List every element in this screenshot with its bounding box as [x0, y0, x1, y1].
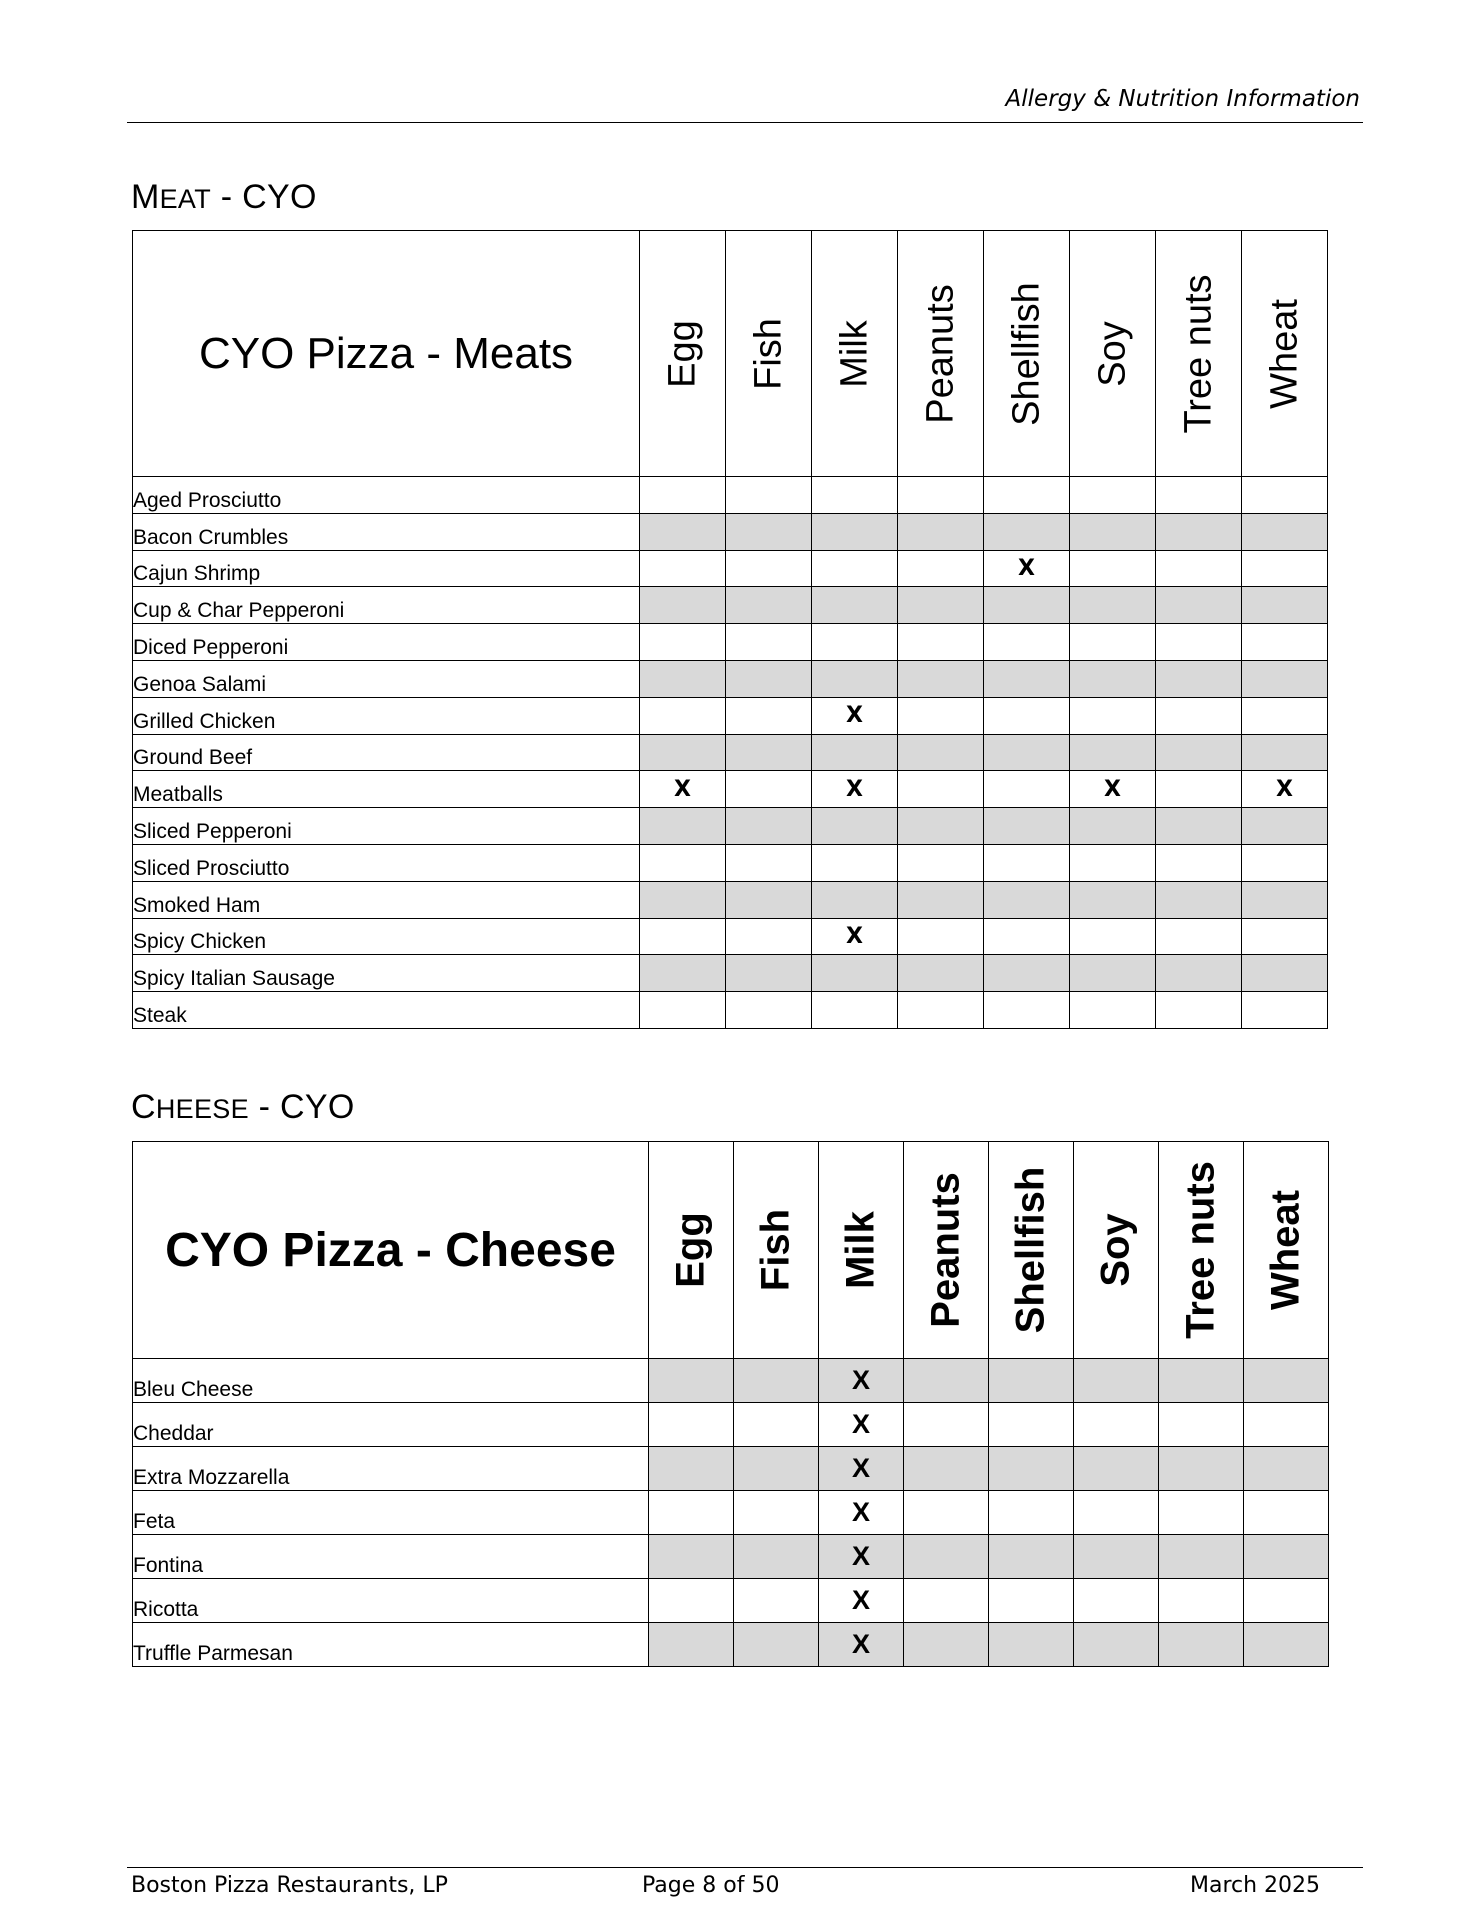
allergen-mark-cell: X [819, 1491, 904, 1535]
allergen-mark-cell [1070, 550, 1156, 587]
allergen-mark-cell [1159, 1623, 1244, 1667]
allergen-mark-cell [1074, 1535, 1159, 1579]
allergen-mark-cell [1242, 697, 1328, 734]
allergen-mark-cell [1244, 1491, 1329, 1535]
allergen-mark-cell [1242, 808, 1328, 845]
cheese-col-shellfish [989, 1142, 1074, 1359]
allergen-mark-cell [1156, 624, 1242, 661]
allergen-mark-cell [640, 697, 726, 734]
item-name-cell: Fontina [133, 1535, 649, 1579]
allergen-mark-cell [1156, 808, 1242, 845]
footer-page-number: Page 8 of 50 [642, 1873, 780, 1898]
allergen-mark-cell [1242, 844, 1328, 881]
meat-col-shellfish-label: Shellfish [1005, 281, 1047, 426]
allergen-mark-cell [1156, 844, 1242, 881]
meat-section-title [131, 178, 317, 217]
allergen-mark-cell [984, 955, 1070, 992]
allergen-mark-cell [1242, 992, 1328, 1029]
allergen-mark-cell [898, 697, 984, 734]
allergen-mark-cell: X [812, 697, 898, 734]
meat-col-wheat [1242, 231, 1328, 477]
allergen-mark-cell [1074, 1403, 1159, 1447]
item-name-cell: Ricotta [133, 1579, 649, 1623]
allergen-mark-cell [734, 1535, 819, 1579]
allergen-mark-cell [898, 660, 984, 697]
allergen-mark-cell: X [819, 1359, 904, 1403]
allergen-mark-cell [904, 1535, 989, 1579]
allergen-mark-cell: X [819, 1403, 904, 1447]
allergen-mark-cell [1242, 955, 1328, 992]
allergen-mark-cell [726, 660, 812, 697]
meat-col-tree-nuts [1156, 231, 1242, 477]
allergen-mark-cell [1156, 918, 1242, 955]
allergen-mark-cell [1074, 1623, 1159, 1667]
allergen-mark-cell [812, 513, 898, 550]
allergen-mark-cell [726, 513, 812, 550]
allergen-mark-cell [1156, 587, 1242, 624]
table-row [133, 844, 1328, 881]
table-row [133, 1447, 1329, 1491]
item-name-cell: Cheddar [133, 1403, 649, 1447]
allergen-mark-cell [1074, 1579, 1159, 1623]
allergen-mark-cell [1242, 477, 1328, 514]
allergen-mark-cell [1156, 660, 1242, 697]
allergen-mark-cell [640, 477, 726, 514]
allergen-mark-cell [898, 955, 984, 992]
allergen-mark-cell [1242, 918, 1328, 955]
allergen-mark-cell: X [1242, 771, 1328, 808]
item-name-cell: Ground Beef [133, 734, 640, 771]
cheese-col-wheat [1244, 1142, 1329, 1359]
allergen-mark-cell [1070, 992, 1156, 1029]
allergen-mark-cell [649, 1491, 734, 1535]
allergen-mark-cell: X [984, 550, 1070, 587]
allergen-mark-cell [1070, 808, 1156, 845]
allergen-mark-cell [1244, 1623, 1329, 1667]
allergen-mark-cell [726, 808, 812, 845]
meat-table-heading: CYO Pizza - Meats [133, 231, 640, 477]
cheese-table-body [133, 1359, 1329, 1667]
allergen-mark-cell [989, 1491, 1074, 1535]
cheese-col-fish-label: Fish [753, 1208, 798, 1292]
allergen-mark-cell [640, 844, 726, 881]
allergen-mark-cell [984, 587, 1070, 624]
table-row [133, 918, 1328, 955]
allergen-mark-cell [898, 844, 984, 881]
allergen-mark-cell [904, 1403, 989, 1447]
table-row [133, 1535, 1329, 1579]
allergen-mark-cell [984, 881, 1070, 918]
allergen-mark-cell [812, 955, 898, 992]
allergen-mark-cell [734, 1623, 819, 1667]
allergen-mark-cell [1070, 844, 1156, 881]
allergen-mark-cell [1074, 1359, 1159, 1403]
allergen-mark-cell [1159, 1447, 1244, 1491]
allergen-mark-cell [812, 624, 898, 661]
allergen-mark-cell: X [819, 1623, 904, 1667]
allergen-mark-cell [640, 918, 726, 955]
meat-table-header-row [133, 231, 1328, 477]
allergen-mark-cell [649, 1403, 734, 1447]
allergen-mark-cell [898, 550, 984, 587]
allergen-mark-cell [726, 697, 812, 734]
item-name-cell: Smoked Ham [133, 881, 640, 918]
allergen-mark-cell [640, 955, 726, 992]
meat-col-soy-label: Soy [1091, 320, 1133, 387]
allergen-mark-cell [726, 881, 812, 918]
item-name-cell: Bacon Crumbles [133, 513, 640, 550]
meat-col-egg-label: Egg [661, 319, 703, 388]
allergen-mark-cell [1159, 1535, 1244, 1579]
meat-title-rest: EAT [159, 184, 212, 214]
allergen-mark-cell [1074, 1491, 1159, 1535]
allergen-mark-cell [904, 1491, 989, 1535]
table-row [133, 808, 1328, 845]
cheese-col-milk-label: Milk [838, 1211, 883, 1289]
allergen-mark-cell [898, 477, 984, 514]
allergen-mark-cell [1244, 1403, 1329, 1447]
cheese-col-fish [734, 1142, 819, 1359]
page-header-title: Allergy & Nutrition Information [1005, 86, 1360, 112]
allergen-mark-cell [812, 734, 898, 771]
allergen-mark-cell [898, 808, 984, 845]
allergen-mark-cell [1159, 1491, 1244, 1535]
table-row [133, 1579, 1329, 1623]
allergen-mark-cell [989, 1579, 1074, 1623]
allergen-mark-cell: X [640, 771, 726, 808]
meat-col-peanuts-label: Peanuts [919, 283, 961, 424]
allergen-mark-cell [726, 771, 812, 808]
allergen-mark-cell [984, 918, 1070, 955]
table-row [133, 513, 1328, 550]
allergen-mark-cell [898, 734, 984, 771]
cheese-section-title [131, 1088, 355, 1127]
allergen-mark-cell [898, 513, 984, 550]
allergen-mark-cell [734, 1359, 819, 1403]
cheese-col-milk [819, 1142, 904, 1359]
allergen-mark-cell [1244, 1359, 1329, 1403]
allergen-mark-cell [812, 477, 898, 514]
allergen-mark-cell [1156, 477, 1242, 514]
allergen-mark-cell [984, 808, 1070, 845]
allergen-mark-cell [904, 1447, 989, 1491]
allergen-mark-cell [1070, 697, 1156, 734]
allergen-mark-cell [984, 844, 1070, 881]
allergen-mark-cell [1159, 1359, 1244, 1403]
allergen-mark-cell [989, 1403, 1074, 1447]
allergen-mark-cell [1156, 697, 1242, 734]
allergen-mark-cell [640, 808, 726, 845]
cheese-col-tree-nuts-label: Tree nuts [1178, 1161, 1223, 1339]
item-name-cell: Steak [133, 992, 640, 1029]
table-row [133, 1491, 1329, 1535]
meat-col-peanuts [898, 231, 984, 477]
meat-col-fish [726, 231, 812, 477]
meat-col-shellfish [984, 231, 1070, 477]
cheese-col-egg-label: Egg [668, 1212, 713, 1288]
allergen-mark-cell [734, 1447, 819, 1491]
allergen-mark-cell: X [812, 771, 898, 808]
table-row [133, 550, 1328, 587]
allergen-mark-cell [1242, 624, 1328, 661]
meat-title-suffix: - CYO [211, 178, 317, 216]
table-row [133, 1403, 1329, 1447]
allergen-mark-cell [984, 477, 1070, 514]
allergen-mark-cell: X [819, 1579, 904, 1623]
allergen-mark-cell [726, 955, 812, 992]
cheese-title-initial: C [131, 1088, 156, 1126]
meat-col-tree-nuts-label: Tree nuts [1177, 273, 1219, 434]
allergen-mark-cell [640, 660, 726, 697]
table-row [133, 734, 1328, 771]
allergen-mark-cell [734, 1403, 819, 1447]
allergen-mark-cell [898, 624, 984, 661]
allergen-mark-cell [1242, 550, 1328, 587]
item-name-cell: Diced Pepperoni [133, 624, 640, 661]
allergen-mark-cell [640, 734, 726, 771]
allergen-mark-cell [1156, 771, 1242, 808]
item-name-cell: Feta [133, 1491, 649, 1535]
item-name-cell: Cajun Shrimp [133, 550, 640, 587]
allergen-mark-cell [734, 1579, 819, 1623]
item-name-cell: Spicy Chicken [133, 918, 640, 955]
table-row [133, 697, 1328, 734]
allergen-mark-cell: X [819, 1535, 904, 1579]
allergen-mark-cell [989, 1359, 1074, 1403]
cheese-col-peanuts [904, 1142, 989, 1359]
allergen-mark-cell: X [819, 1447, 904, 1491]
allergen-mark-cell [1244, 1579, 1329, 1623]
allergen-mark-cell [989, 1623, 1074, 1667]
allergen-mark-cell [1074, 1447, 1159, 1491]
allergen-mark-cell [726, 734, 812, 771]
allergen-mark-cell: X [1070, 771, 1156, 808]
allergen-mark-cell [989, 1447, 1074, 1491]
allergen-mark-cell [1159, 1403, 1244, 1447]
allergen-mark-cell [1070, 624, 1156, 661]
meat-col-milk-label: Milk [833, 319, 875, 388]
footer-divider [127, 1867, 1363, 1868]
header-divider [127, 122, 1363, 123]
allergen-mark-cell [1156, 955, 1242, 992]
item-name-cell: Meatballs [133, 771, 640, 808]
allergen-mark-cell [984, 734, 1070, 771]
allergen-mark-cell [1070, 881, 1156, 918]
table-row [133, 992, 1328, 1029]
table-row [133, 660, 1328, 697]
allergen-mark-cell [904, 1359, 989, 1403]
allergen-mark-cell [812, 992, 898, 1029]
table-row [133, 624, 1328, 661]
cheese-col-peanuts-label: Peanuts [923, 1172, 968, 1328]
allergen-mark-cell [726, 992, 812, 1029]
allergen-mark-cell [898, 771, 984, 808]
item-name-cell: Truffle Parmesan [133, 1623, 649, 1667]
allergen-mark-cell [1070, 477, 1156, 514]
allergen-mark-cell [640, 624, 726, 661]
allergen-mark-cell [898, 918, 984, 955]
meat-col-soy [1070, 231, 1156, 477]
item-name-cell: Sliced Pepperoni [133, 808, 640, 845]
allergen-mark-cell [1156, 550, 1242, 587]
allergen-mark-cell [649, 1535, 734, 1579]
footer-company: Boston Pizza Restaurants, LP [131, 1873, 448, 1898]
allergen-mark-cell [640, 992, 726, 1029]
allergen-mark-cell [989, 1535, 1074, 1579]
item-name-cell: Genoa Salami [133, 660, 640, 697]
allergen-mark-cell [1242, 734, 1328, 771]
meat-title-initial: M [131, 178, 160, 216]
cheese-title-rest: HEESE [155, 1094, 249, 1124]
item-name-cell: Sliced Prosciutto [133, 844, 640, 881]
allergen-mark-cell [904, 1579, 989, 1623]
cheese-allergen-table [132, 1141, 1329, 1667]
allergen-mark-cell [1070, 955, 1156, 992]
cheese-col-egg [649, 1142, 734, 1359]
allergen-mark-cell [812, 587, 898, 624]
allergen-mark-cell [726, 918, 812, 955]
allergen-mark-cell [726, 550, 812, 587]
allergen-mark-cell [640, 881, 726, 918]
allergen-mark-cell [649, 1359, 734, 1403]
allergen-mark-cell [812, 660, 898, 697]
allergen-mark-cell [1070, 587, 1156, 624]
allergen-mark-cell [898, 881, 984, 918]
allergen-mark-cell [1156, 992, 1242, 1029]
allergen-mark-cell [1070, 918, 1156, 955]
allergen-mark-cell [649, 1623, 734, 1667]
meat-col-milk [812, 231, 898, 477]
allergen-mark-cell [1242, 587, 1328, 624]
item-name-cell: Aged Prosciutto [133, 477, 640, 514]
footer-date: March 2025 [1190, 1873, 1321, 1898]
allergen-mark-cell [1242, 881, 1328, 918]
allergen-mark-cell [984, 660, 1070, 697]
allergen-mark-cell [1070, 660, 1156, 697]
allergen-mark-cell [1242, 513, 1328, 550]
allergen-mark-cell [1242, 660, 1328, 697]
item-name-cell: Spicy Italian Sausage [133, 955, 640, 992]
item-name-cell: Cup & Char Pepperoni [133, 587, 640, 624]
allergen-mark-cell [984, 513, 1070, 550]
allergen-mark-cell [1244, 1535, 1329, 1579]
allergen-mark-cell [1244, 1447, 1329, 1491]
table-row [133, 1623, 1329, 1667]
item-name-cell: Extra Mozzarella [133, 1447, 649, 1491]
allergen-mark-cell [726, 624, 812, 661]
allergen-mark-cell [984, 771, 1070, 808]
cheese-col-soy [1074, 1142, 1159, 1359]
allergen-mark-cell [640, 550, 726, 587]
allergen-mark-cell [898, 992, 984, 1029]
cheese-col-wheat-label: Wheat [1263, 1190, 1308, 1310]
allergen-mark-cell [726, 587, 812, 624]
allergen-mark-cell [640, 587, 726, 624]
meat-col-wheat-label: Wheat [1263, 298, 1305, 409]
allergen-mark-cell [812, 881, 898, 918]
meat-table-body [133, 477, 1328, 1029]
allergen-mark-cell [1159, 1579, 1244, 1623]
meat-col-fish-label: Fish [747, 317, 789, 390]
table-row [133, 587, 1328, 624]
table-row [133, 477, 1328, 514]
cheese-col-soy-label: Soy [1093, 1213, 1138, 1287]
allergen-mark-cell [1156, 513, 1242, 550]
allergen-mark-cell [726, 477, 812, 514]
allergen-mark-cell [649, 1447, 734, 1491]
allergen-mark-cell [640, 513, 726, 550]
allergen-mark-cell [812, 550, 898, 587]
allergen-mark-cell [812, 808, 898, 845]
allergen-mark-cell [734, 1491, 819, 1535]
allergen-mark-cell [1156, 734, 1242, 771]
cheese-table-heading: CYO Pizza - Cheese [133, 1142, 649, 1359]
table-row [133, 1359, 1329, 1403]
meat-col-egg [640, 231, 726, 477]
allergen-mark-cell [649, 1579, 734, 1623]
item-name-cell: Grilled Chicken [133, 697, 640, 734]
meat-allergen-table [132, 230, 1328, 1029]
cheese-title-suffix: - CYO [248, 1088, 355, 1126]
allergen-mark-cell [1070, 734, 1156, 771]
allergen-mark-cell [812, 844, 898, 881]
item-name-cell: Bleu Cheese [133, 1359, 649, 1403]
allergen-mark-cell [1070, 513, 1156, 550]
cheese-col-shellfish-label: Shellfish [1008, 1166, 1053, 1334]
allergen-mark-cell [984, 624, 1070, 661]
allergen-mark-cell [1156, 881, 1242, 918]
allergen-mark-cell [904, 1623, 989, 1667]
cheese-col-tree-nuts [1159, 1142, 1244, 1359]
allergen-mark-cell [984, 697, 1070, 734]
allergen-mark-cell [898, 587, 984, 624]
table-row [133, 955, 1328, 992]
allergen-mark-cell [984, 992, 1070, 1029]
allergen-mark-cell [726, 844, 812, 881]
table-row [133, 771, 1328, 808]
allergen-mark-cell: X [812, 918, 898, 955]
cheese-table-header-row [133, 1142, 1329, 1359]
table-row [133, 881, 1328, 918]
